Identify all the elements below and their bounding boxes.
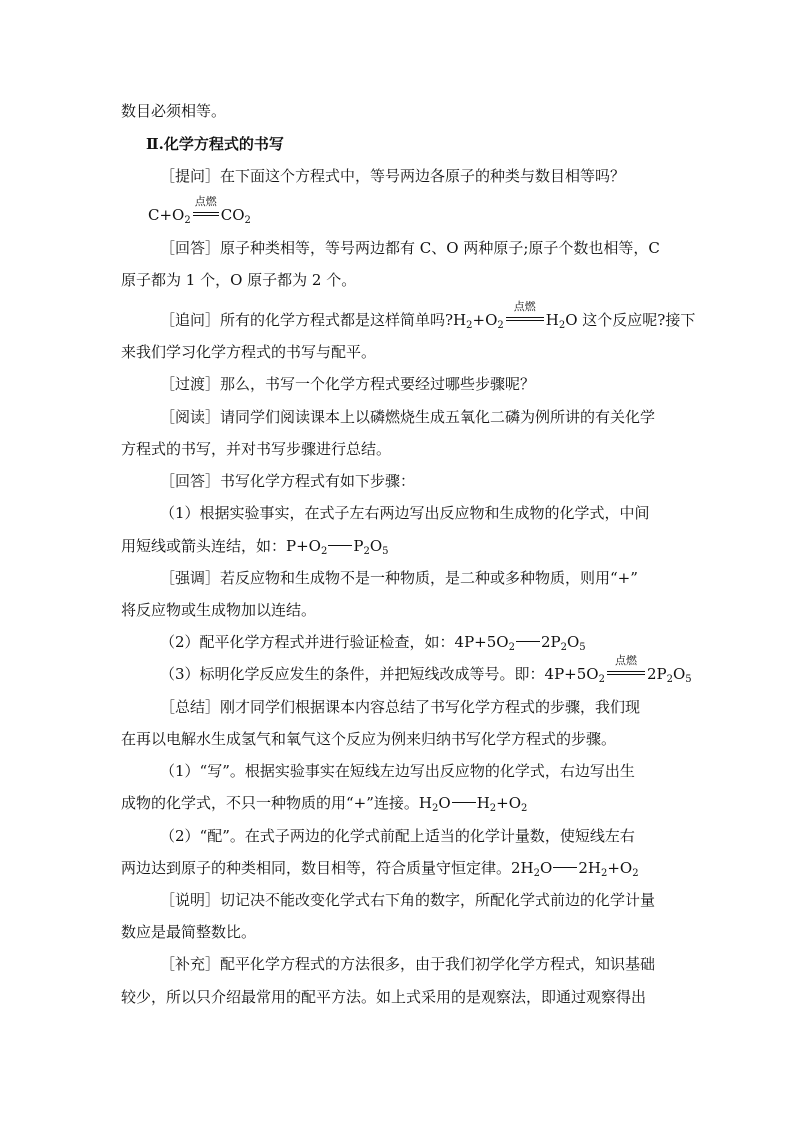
text-line-equation: ［追问］所有的化学方程式都是这样简单吗$?H_2+O_2$ 点燃 $H_2O$ 这个反应呢?接下 xyxy=(160,300,696,331)
text-line: 方程式的书写，并对书写步骤进行总结。 xyxy=(121,440,392,458)
text-line: ［提问］在下面这个方程式中，等号两边各原子的种类与数目相等吗？ xyxy=(160,167,626,185)
text-line-equation: 两边达到原子的种类相同，数目相等，符合质量守恒定律。$2H_2O$ $2H_2+O_2$ xyxy=(121,859,639,879)
text-line: （1）根据实验事实，在式子左右两边写出反应物和生成物的化学式，中间 xyxy=(160,504,650,522)
text-line: ［总结］刚才同学们根据课本内容总结了书写化学方程式的步骤，我们现 xyxy=(160,698,641,716)
text-line: 在再以电解水生成氢气和氧气这个反应为例来归纳书写化学方程式的步骤。 xyxy=(121,730,617,748)
text-line: 较少，所以只介绍最常用的配平方法。如上式采用的是观察法，即通过观察得出 xyxy=(121,988,647,1006)
text-line: 数目必须相等。 xyxy=(121,102,227,120)
section-heading: Ⅱ.化学方程式的书写 xyxy=(146,135,284,153)
text-line: ［补充］配平化学方程式的方法很多，由于我们初学化学方程式，知识基础 xyxy=(160,955,656,973)
text-line-equation: （3）标明化学反应发生的条件，并把短线改成等号。即：$4P+5O_2$ 点燃 $2P_2O_5$ xyxy=(160,654,692,685)
text-line: ［回答］原子种类相等，等号两边都有 C、O 两种原子;原子个数也相等，C xyxy=(160,239,660,257)
text-line: ［过渡］那么，书写一个化学方程式要经过哪些步骤呢？ xyxy=(160,375,536,393)
text-line: ［强调］若反应物和生成物不是一种物质，是二种或多种物质，则用“+” xyxy=(160,569,638,587)
text-line: 原子都为 1 个，O 原子都为 2 个。 xyxy=(121,271,357,289)
text-line: 数应是最简整数比。 xyxy=(121,923,257,941)
text-line-equation: （2）配平化学方程式并进行验证检查，如：$4P+5O_2$ $2P_2O_5$ xyxy=(160,633,586,653)
text-line-equation: 成物的化学式，不只一种物质的用“+”连接。$H_2O$ $H_2+O_2$ xyxy=(121,794,528,814)
text-line: （2）“配”。在式子两边的化学式前配上适当的化学计量数，使短线左右 xyxy=(160,827,635,845)
text-line: ［阅读］请同学们阅读课本上以磷燃烧生成五氧化二磷为例所讲的有关化学 xyxy=(160,408,656,426)
text-line: ［回答］书写化学方程式有如下步骤： xyxy=(160,472,416,490)
equation-carbon: $C+O_2$ 点燃 $CO_2$ xyxy=(148,195,251,226)
text-line: ［说明］切记决不能改变化学式右下角的数字，所配化学式前边的化学计量 xyxy=(160,891,656,909)
text-line-equation: 用短线或箭头连结，如：$P+O_2$ $P_2O_5$ xyxy=(121,537,389,557)
text-line: 来我们学习化学方程式的书写与配平。 xyxy=(121,343,377,361)
text-line: 将反应物或生成物加以连结。 xyxy=(121,601,317,619)
text-line: （1）“写”。根据实验事实在短线左边写出反应物的化学式，右边写出生 xyxy=(160,762,635,780)
